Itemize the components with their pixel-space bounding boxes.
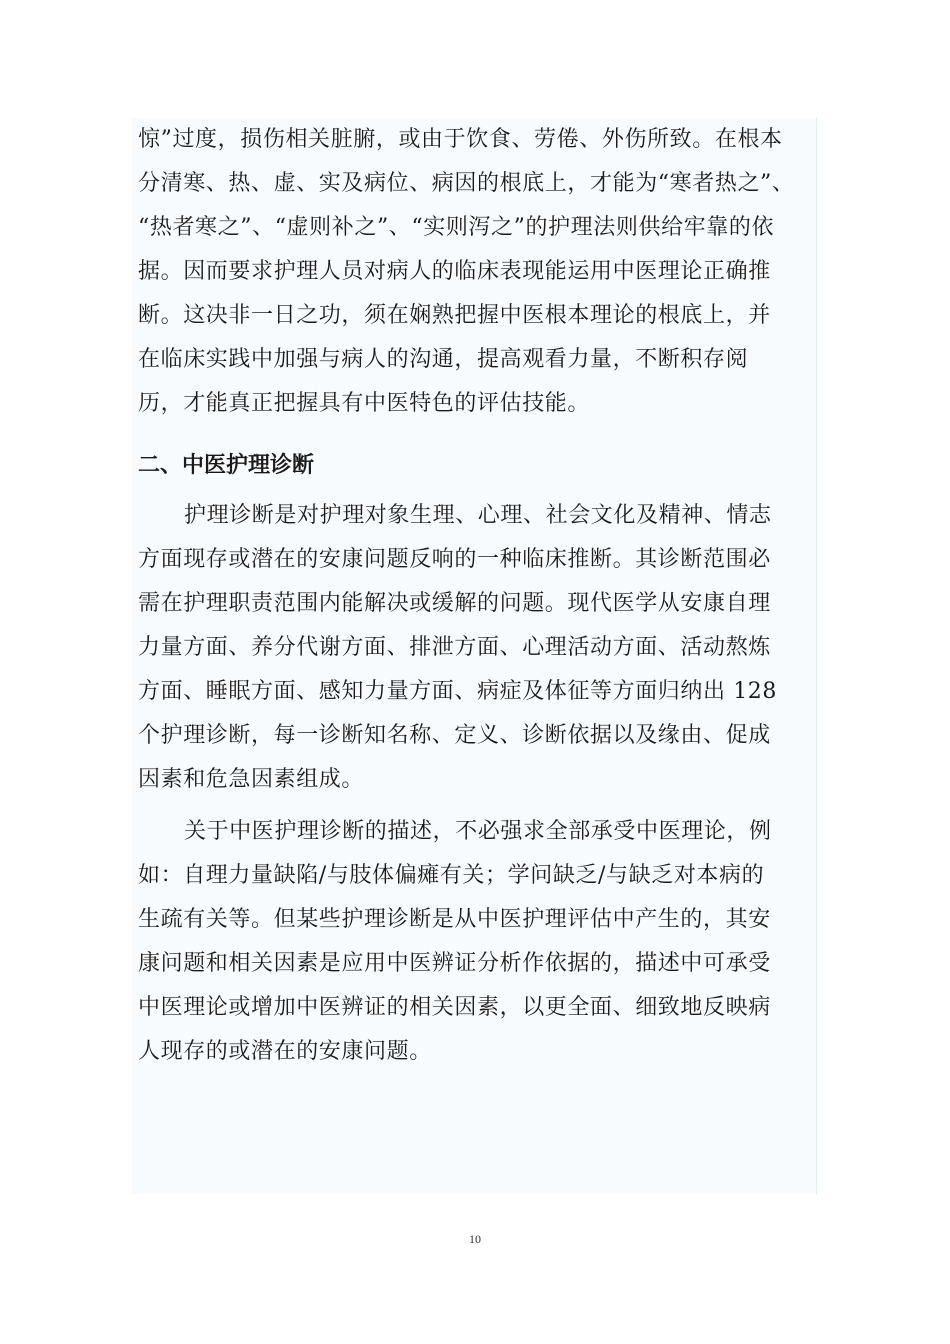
text-line: 护理诊断是对护理对象生理、心理、社会文化及精神、情志 [184, 503, 772, 528]
text-line: 在临床实践中加强与病人的沟通，提高观看力量，不断积存阅 [138, 347, 749, 372]
text-line: 方面现存或潜在的安康问题反响的一种临床推断。其诊断范围必 [138, 547, 771, 572]
text-line: “热者寒之”、“虚则补之”、“实则泻之”的护理法则供给牢靠的依 [138, 215, 775, 240]
text-line: 关于中医护理诊断的描述，不必强求全部承受中医理论，例 [184, 819, 772, 844]
paragraph-tcm-description [138, 810, 818, 1074]
text-line: 据。因而要求护理人员对病人的临床表现能运用中医理论正确推 [138, 259, 771, 284]
text-line: 人现存的或潜在的安康问题。 [138, 1039, 432, 1064]
text-line: 因素和危急因素组成。 [138, 767, 365, 792]
text-line: 惊”过度，损伤相关脏腑，或由于饮食、劳倦、外伤所致。在根本 [138, 127, 783, 152]
section-heading: 二、中医护理诊断 [138, 453, 315, 478]
text-line: 中医理论或增加中医辨证的相关因素，以更全面、细致地反映病 [138, 995, 771, 1020]
continuation-paragraph [138, 118, 818, 426]
text-line: 需在护理职责范围内能解决或缓解的问题。现代医学从安康自理 [138, 591, 771, 616]
text-line: 断。这决非一日之功，须在娴熟把握中医根本理论的根底上，并 [138, 303, 771, 328]
text-line: 个护理诊断，每一诊断知名称、定义、诊断依据以及缘由、促成 [138, 723, 771, 748]
text-line: 康问题和相关因素是应用中医辨证分析作依据的，描述中可承受 [138, 951, 771, 976]
page-number: 10 [469, 1232, 481, 1246]
text-line: 方面、睡眠方面、感知力量方面、病症及体征等方面归纳出 128 [138, 679, 777, 704]
text-line: 力量方面、养分代谢方面、排泄方面、心理活动方面、活动熬炼 [138, 635, 771, 660]
text-line: 分清寒、热、虚、实及病位、病因的根底上，才能为“寒者热之”、 [138, 171, 795, 196]
text-line: 历，才能真正把握具有中医特色的评估技能。 [138, 391, 591, 416]
text-line: 如：自理力量缺陷/与肢体偏瘫有关；学问缺乏/与缺乏对本病的 [138, 863, 765, 888]
text-line: 生疏有关等。但某些护理诊断是从中医护理评估中产生的，其安 [138, 907, 771, 932]
paragraph-nursing-diagnosis [138, 494, 818, 802]
